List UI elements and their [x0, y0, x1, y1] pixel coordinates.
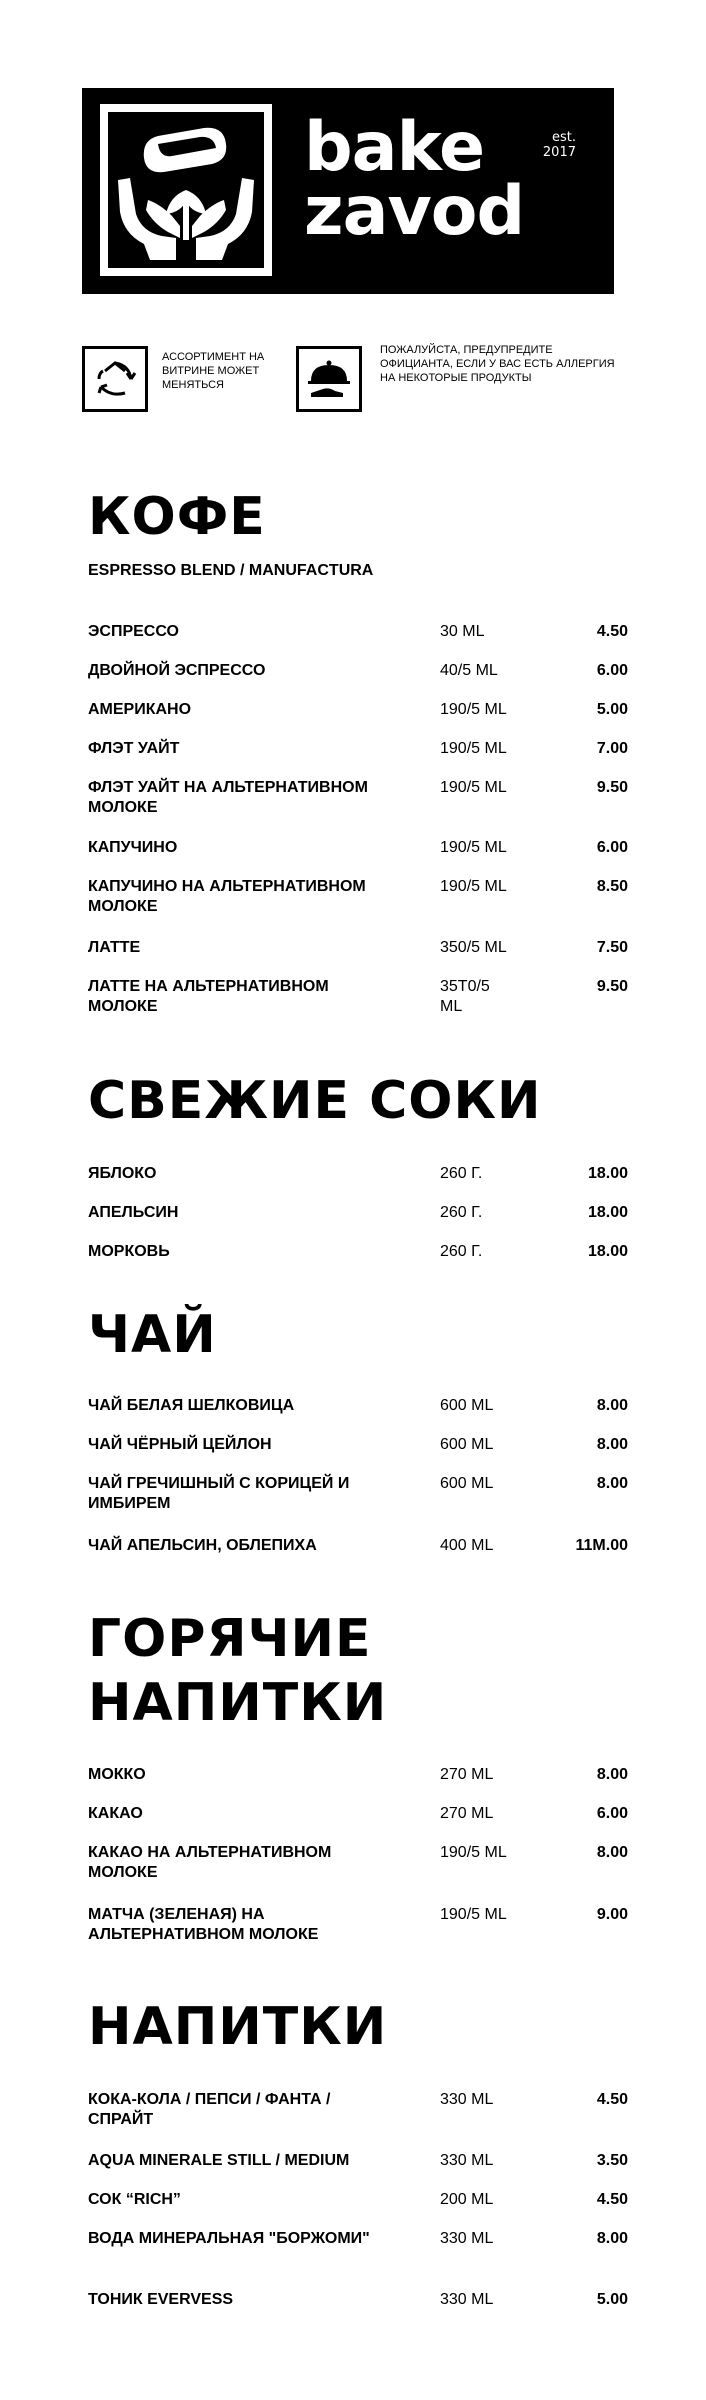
- cloche-icon: [296, 346, 362, 412]
- established-label: [543, 130, 576, 160]
- item-price: 6.00: [596, 839, 628, 856]
- item-price: 4.50: [596, 2091, 628, 2108]
- item-price: 8.00: [596, 1475, 628, 1492]
- item-price: 8.50: [596, 878, 628, 895]
- item-volume: 400 ML: [440, 1537, 494, 1554]
- item-volume: 190/5 ML: [440, 839, 507, 856]
- item-volume: 35Т0/5 ML: [440, 978, 490, 1015]
- item-name: АПЕЛЬСИН: [88, 1204, 179, 1221]
- item-volume: 330 ML: [440, 2230, 494, 2247]
- item-name: ФЛЭТ УАЙТ НА АЛЬТЕРНАТИВНОМ МОЛОКЕ: [88, 779, 368, 816]
- item-volume: 190/5 ML: [440, 1844, 507, 1861]
- item-price: 6.00: [596, 662, 628, 679]
- brand-line-1: bake: [304, 108, 485, 187]
- item-volume: 270 ML: [440, 1805, 494, 1822]
- item-price: 7.00: [596, 740, 628, 757]
- item-name: ТОНИК EVERVESS: [88, 2291, 234, 2308]
- item-price: 5.00: [596, 2291, 628, 2308]
- item-name: МАТЧА (ЗЕЛЕНАЯ) НА АЛЬТЕРНАТИВНОМ МОЛОКЕ: [88, 1906, 319, 1943]
- item-price: 5.00: [596, 701, 628, 718]
- item-volume: 600 ML: [440, 1475, 494, 1492]
- item-name: КАПУЧИНО: [88, 839, 178, 856]
- item-name: СОК “RICH”: [88, 2191, 181, 2208]
- item-price: 8.00: [596, 1766, 628, 1783]
- section-title-juices: СВЕЖИЕ СОКИ: [88, 1071, 542, 1131]
- notice-allergy: ПОЖАЛУЙСТА, ПРЕДУПРЕДИТЕ ОФИЦИАНТА, ЕСЛИ У ВАС ЕСТЬ АЛЛЕРГИЯ НА НЕКОТОРЫЕ ПРОДУКТЫ: [380, 344, 615, 384]
- item-name: AQUA MINERALE STILL / MEDIUM: [88, 2152, 350, 2169]
- section-title-hot-drinks-line-1: ГОРЯЧИЕ: [88, 1609, 372, 1669]
- section-subtitle-coffee: ESPRESSO BLEND / MANUFACTURA: [88, 562, 374, 579]
- item-price: 4.50: [596, 623, 628, 640]
- item-price: 18.00: [587, 1243, 628, 1260]
- item-name: КАКАО НА АЛЬТЕРНАТИВНОМ МОЛОКЕ: [88, 1844, 332, 1881]
- item-price: 4.50: [596, 2191, 628, 2208]
- section-title-hot-drinks-line-2: НАПИТКИ: [88, 1673, 388, 1733]
- item-name: КАКАО: [88, 1805, 143, 1822]
- item-name: ЧАЙ ГРЕЧИШНЫЙ С КОРИЦЕЙ И ИМБИРЕМ: [88, 1475, 350, 1512]
- item-name: КАПУЧИНО НА АЛЬТЕРНАТИВНОМ МОЛОКЕ: [88, 878, 366, 915]
- item-name: ВОДА МИНЕРАЛЬНАЯ "БОРЖОМИ": [88, 2230, 370, 2247]
- item-volume: 190/5 ML: [440, 1906, 507, 1923]
- item-price: 18.00: [587, 1165, 628, 1182]
- item-volume: 270 ML: [440, 1766, 494, 1783]
- recycle-icon: [82, 346, 148, 412]
- item-volume: 600 ML: [440, 1397, 494, 1414]
- item-price: 8.00: [596, 1436, 628, 1453]
- item-price: 9.00: [596, 1906, 628, 1923]
- item-price: 11М.00: [575, 1537, 628, 1554]
- item-name: АМЕРИКАНО: [88, 701, 192, 718]
- item-name: ЧАЙ ЧЁРНЫЙ ЦЕЙЛОН: [88, 1436, 272, 1453]
- item-name: МОККО: [88, 1766, 146, 1783]
- item-price: 7.50: [596, 939, 628, 956]
- brand-line-2: zavod: [304, 172, 525, 251]
- est-line-2: 2017: [542, 145, 576, 160]
- item-volume: 40/5 ML: [440, 662, 498, 679]
- item-price: 8.00: [596, 1397, 628, 1414]
- item-volume: 30 ML: [440, 623, 485, 640]
- item-volume: 190/5 ML: [440, 779, 507, 796]
- est-line-1: est.: [551, 130, 576, 145]
- item-name: ЛАТТЕ НА АЛЬТЕРНАТИВНОМ МОЛОКЕ: [88, 978, 329, 1015]
- item-volume: 330 ML: [440, 2291, 494, 2308]
- item-name: ЛАТТЕ: [88, 939, 141, 956]
- section-title-drinks: НАПИТКИ: [88, 1997, 388, 2057]
- item-name: ФЛЭТ УАЙТ: [88, 740, 180, 757]
- item-price: 9.50: [596, 779, 628, 796]
- item-name: ЭСПРЕССО: [88, 623, 179, 640]
- item-price: 8.00: [596, 2230, 628, 2247]
- item-name: ЧАЙ АПЕЛЬСИН, ОБЛЕПИХА: [88, 1537, 317, 1554]
- section-title-coffee: КОФЕ: [88, 487, 266, 547]
- item-volume: 190/5 ML: [440, 878, 507, 895]
- item-price: 3.50: [596, 2152, 628, 2169]
- item-name: ДВОЙНОЙ ЭСПРЕССО: [88, 662, 266, 679]
- item-volume: 260 Г.: [440, 1204, 483, 1221]
- item-volume: 330 ML: [440, 2091, 494, 2108]
- bread-in-hands-icon: [100, 104, 272, 276]
- item-name: МОРКОВЬ: [88, 1243, 170, 1260]
- item-name: ЯБЛОКО: [88, 1165, 157, 1182]
- item-price: 8.00: [596, 1844, 628, 1861]
- item-volume: 260 Г.: [440, 1243, 483, 1260]
- notice-assortment: АССОРТИМЕНТ НА ВИТРИНЕ МОЖЕТ МЕНЯТЬСЯ: [162, 351, 265, 391]
- item-price: 9.50: [596, 978, 628, 995]
- item-price: 18.00: [587, 1204, 628, 1221]
- item-name: ЧАЙ БЕЛАЯ ШЕЛКОВИЦА: [88, 1397, 295, 1414]
- item-volume: 190/5 ML: [440, 740, 507, 757]
- section-title-tea: ЧАЙ: [88, 1305, 217, 1365]
- logo-block: [82, 88, 614, 294]
- item-volume: 600 ML: [440, 1436, 494, 1453]
- item-name: КОКА-КОЛА / ПЕПСИ / ФАНТА /СПРАЙТ: [88, 2091, 331, 2128]
- item-volume: 200 ML: [440, 2191, 494, 2208]
- item-volume: 190/5 ML: [440, 701, 507, 718]
- item-price: 6.00: [596, 1805, 628, 1822]
- item-volume: 260 Г.: [440, 1165, 483, 1182]
- item-volume: 350/5 ML: [440, 939, 507, 956]
- item-volume: 330 ML: [440, 2152, 494, 2169]
